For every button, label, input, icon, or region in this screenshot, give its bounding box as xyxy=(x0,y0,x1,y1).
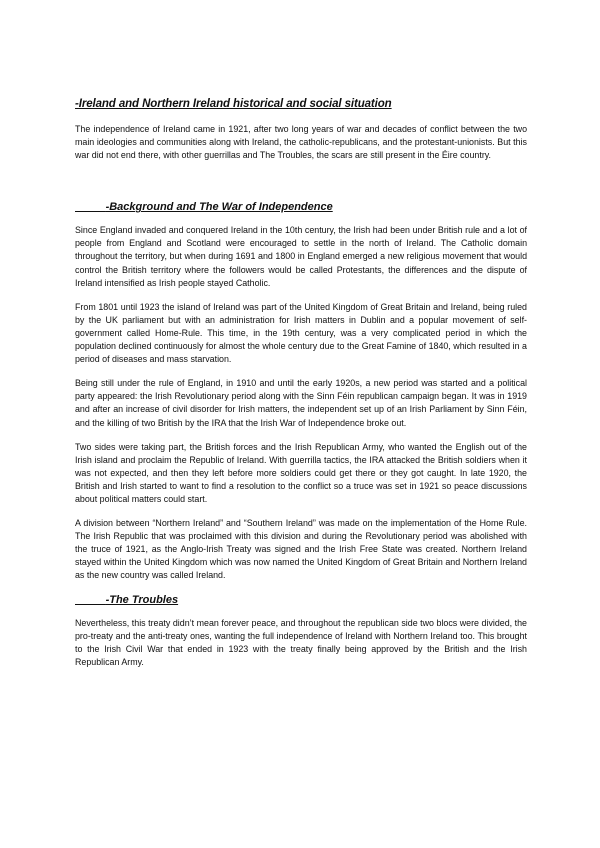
paragraph: Nevertheless, this treaty didn’t mean forever peace, and throughout the republican side two blocs were divided, the pro-treaty and the anti-treaty ones, wanting the full independence of Ireland with Northern Ireland too. This brought to the Irish Civil War that ended in 1923 with the treaty finally being approved by the British and the Irish Republican Army. xyxy=(75,617,527,667)
document-page xyxy=(75,98,527,680)
section-heading-text: -The Troubles xyxy=(105,593,179,606)
paragraph: Two sides were taking part, the British forces and the Irish Republican Army, who wanted the English out of the Irish island and proclaim the Republic of Ireland. With guerrilla tactics, the IRA attacked the British soldiers when it was not expected, and then they left before more soldiers could get there or they got caught. In late 1920, the British and Irish started to want to find a resolution to the conflict so a truce was set in 1921 so peace discussions about political matters could start. xyxy=(75,441,527,504)
section-heading-troubles xyxy=(75,594,527,606)
paragraph: Being still under the rule of England, in 1910 and until the early 1920s, a new period was started and a political party appeared: the Irish Revolutionary period along with the Sinn Féin republican campaign began. It was in 1919 and after an increase of civil disorder for Irish matters, the independent set up of an Irish Parliament by Sinn Féin, and the killing of two British by the IRA that the Irish War of Independence broke out. xyxy=(75,378,527,428)
paragraph: A division between “Northern Ireland” and “Southern Ireland” was made on the implementation of the Home Rule. The Irish Republic that was proclaimed with this division and during the Revolutionary period was abolished with the truce of 1921, as the Anglo-Irish Treaty was signed and the Irish Free State was created. Northern Ireland stayed within the United Kingdom which was now named the United Kingdom of Great Britain and Northern Ireland as the new country was called Ireland. xyxy=(75,518,527,581)
document-title: -Ireland and Northern Ireland historical and social situation xyxy=(75,98,392,110)
section-heading-text: -Background and The War of Independence xyxy=(105,201,333,214)
paragraph: From 1801 until 1923 the island of Ireland was part of the United Kingdom of Great Britain and Ireland, being ruled by the UK parliament but with an administration for Irish matters in Dublin and a popular movement of self-government called Home-Rule. This time, in the 19th century, was a very complicated period in which the population declined continuously for almost the whole century due to the Great Famine of 1840, which resulted in a period of diseases and mass starvation. xyxy=(75,301,527,365)
paragraph: Since England invaded and conquered Ireland in the 10th century, the Irish had been under British rule and a lot of people from England and Scotland were encouraged to settle in the north of Ireland. The Catholic domain throughout the territory, but when during 1691 and 1800 in England emerged a new religious movement that would control the British territory where the followers would be called Protestants, the differences and the dispute of Ireland intensified as Irish people stayed Catholic. xyxy=(75,225,527,288)
section-heading-background xyxy=(75,201,527,213)
intro-paragraph: The independence of Ireland came in 1921, after two long years of war and decades of conflict between the two main ideologies and communities along with Ireland, the catholic-republicans, and the protestant-unionists. But this war did not end there, with other guerrillas and The Troubles, the scars are still present in the Éire country. xyxy=(75,124,527,161)
